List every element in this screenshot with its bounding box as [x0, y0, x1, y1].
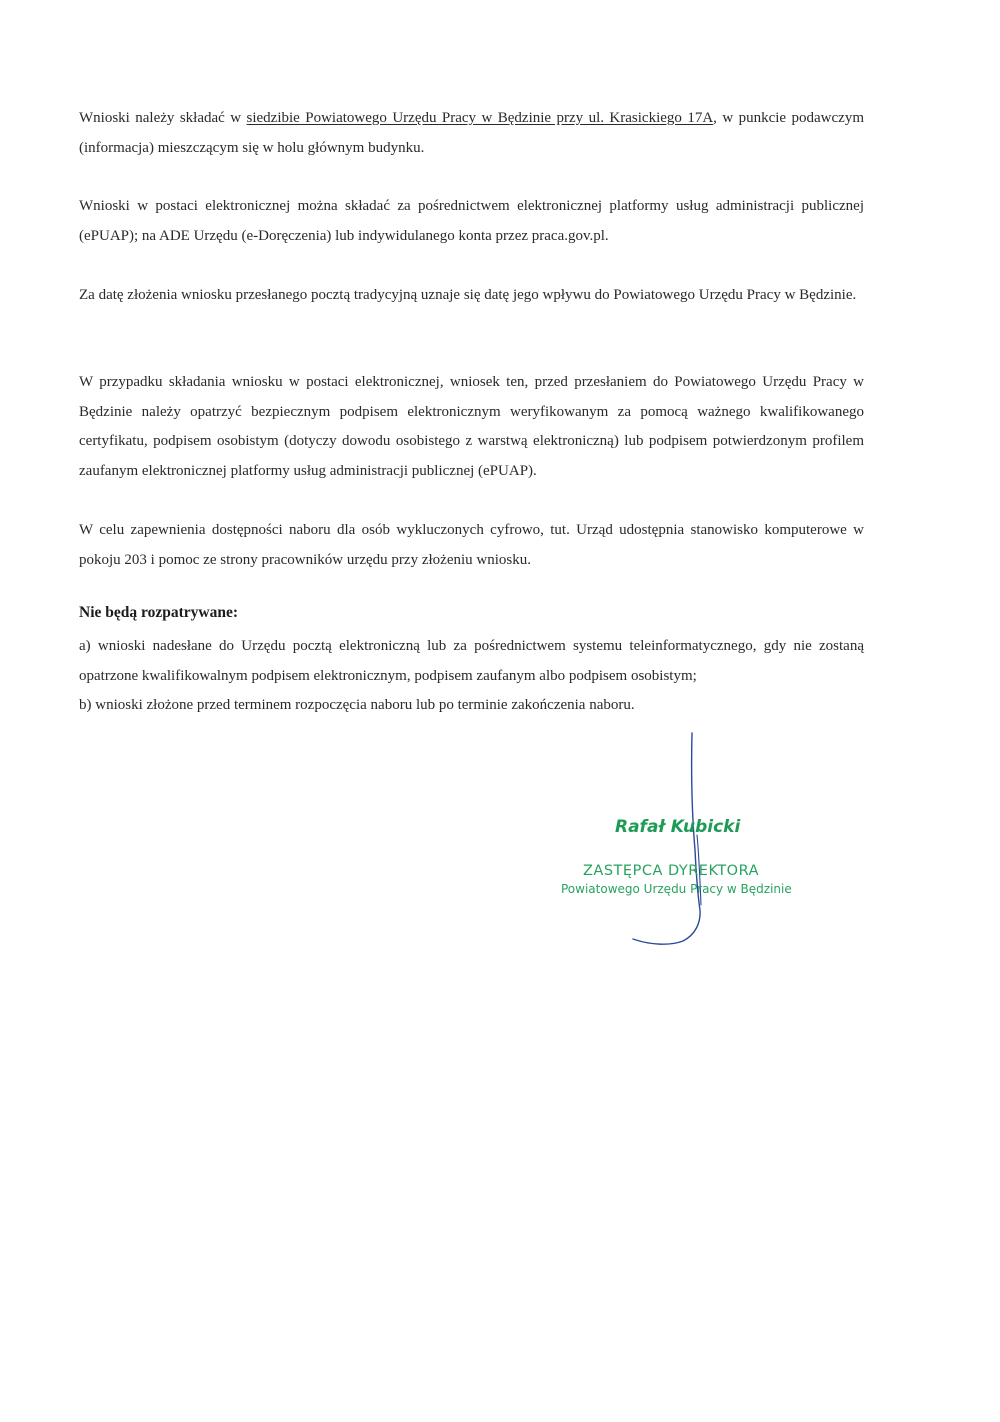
rejected-conditions-list — [79, 632, 864, 721]
stamp-signatory-name: Rafał Kubicki — [615, 817, 741, 837]
paragraph-submission-location-tail: , w punkcie podawczym (informacja) mieszczącym się w holu głównym budynku. — [79, 110, 864, 156]
paragraph-digital-accessibility: W celu zapewnienia dostępności naboru dla osób wykluczonych cyfrowo, tut. Urząd udostępnia stanowisko komputerowe w pokoju 203 i pomoc ze strony pracowników urzędu przy złożeniu wniosku. — [79, 522, 864, 568]
paragraph-submission-location-lead: Wnioski należy składać w — [79, 110, 247, 126]
section-heading-rejected: Nie będą rozpatrywane: — [79, 604, 238, 621]
paragraph-electronic-submission: Wnioski w postaci elektronicznej można składać za pośrednictwem elektronicznej platformy usług administracji publicznej (ePUAP); na ADE Urzędu (e-Doręczenia) lub indywidulanego konta przez praca.gov.pl. — [79, 198, 864, 244]
stamp-position-title: ZASTĘPCA DYREKTORA — [583, 863, 759, 879]
stamp-office-name: Powiatowego Urzędu Pracy w Będzinie — [561, 882, 792, 896]
paragraph-electronic-signature: W przypadku składania wniosku w postaci elektronicznej, wniosek ten, przed przesłaniem do Powiatowego Urzędu Pracy w Będzinie należy opatrzyć bezpiecznym podpisem elektronicznym weryfikowanym za pomocą ważnego kwalifikowanego certyfikatu, podpisem osobistym (dotyczy dowodu osobistego z warstwą elektroniczną) lub podpisem potwierdzonym profilem zaufanym elektronicznej platformy usług administracji publicznej (ePUAP). — [79, 374, 864, 479]
signature-stamp — [545, 805, 815, 955]
list-item: a) wnioski nadesłane do Urzędu pocztą elektroniczną lub za pośrednictwem systemu teleinformatycznego, gdy nie zostaną opatrzone kwalifikowalnym podpisem elektronicznym, podpisem zaufanym albo podpisem osobistym; — [79, 638, 864, 684]
list-item: b) wnioski złożone przed terminem rozpoczęcia naboru lub po terminie zakończenia naboru. — [79, 697, 635, 713]
paragraph-submission-location — [79, 104, 864, 163]
paragraph-postal-date: Za datę złożenia wniosku przesłanego pocztą tradycyjną uznaje się datę jego wpływu do Powiatowego Urzędu Pracy w Będzinie. — [79, 287, 857, 303]
office-address: siedzibie Powiatowego Urzędu Pracy w Będzinie przy ul. Krasickiego 17A — [246, 110, 714, 126]
